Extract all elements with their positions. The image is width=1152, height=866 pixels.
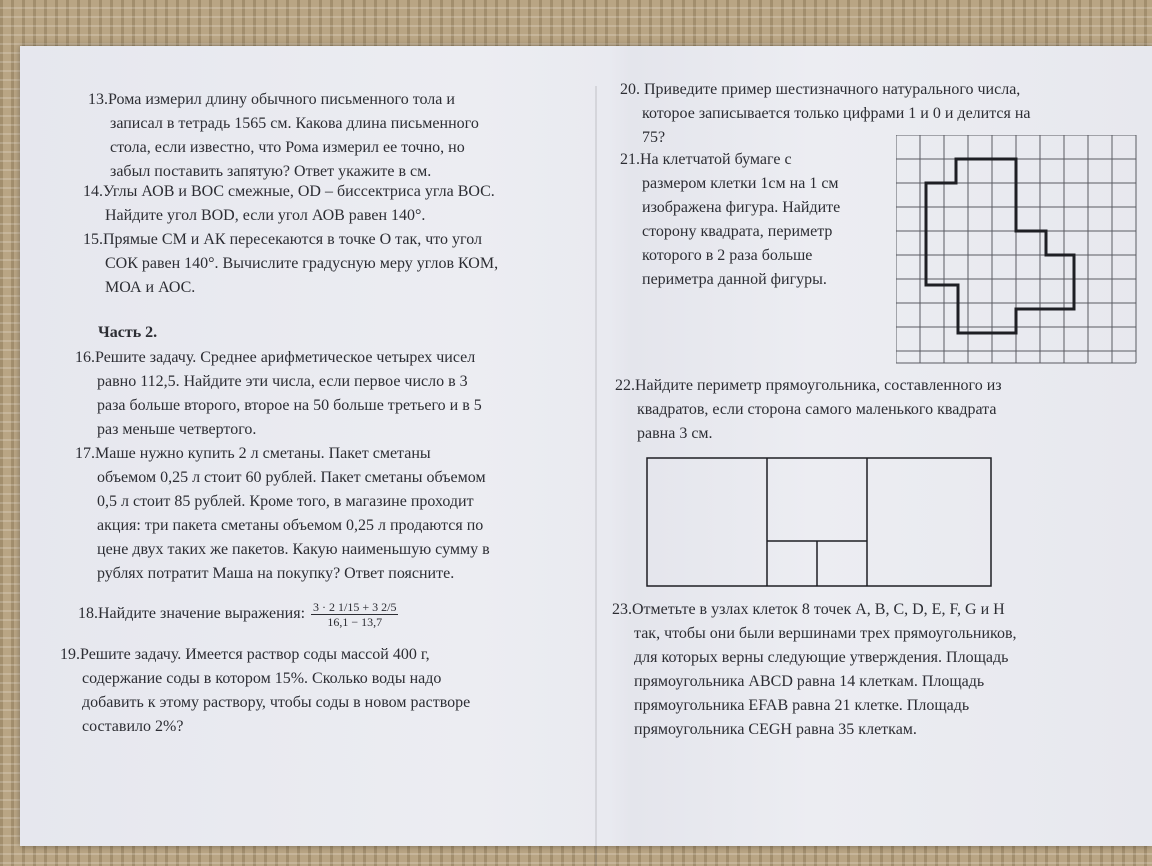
q17-line: цене двух таких же пакетов. Какую наименьшую сумму в [97,541,490,558]
fraction-denominator: 16,1 − 13,7 [327,615,383,629]
q21-line: размером клетки 1см на 1 см [642,175,839,192]
q14-line: 14.Углы АОВ и ВОС смежные, OD – биссектриса угла ВОС. [83,183,495,200]
q23-line: так, чтобы они были вершинами трех прямоугольников, [634,625,1017,642]
q21-line: 21.На клетчатой бумаге с [620,151,792,168]
q19-line: содержание соды в котором 15%. Сколько воды надо [82,670,442,687]
q16-line: равно 112,5. Найдите эти числа, если первое число в 3 [97,373,468,390]
q16-line: 16.Решите задачу. Среднее арифметическое четырех чисел [75,349,476,366]
q23-line: прямоугольника CEGH равна 35 клеткам. [634,721,917,738]
expression-fraction [311,600,398,629]
q23-line: прямоугольника EFAB равна 21 клетке. Площадь [634,697,970,714]
q20-line: 75? [642,129,666,146]
q15-line: 15.Прямые СМ и АК пересекаются в точке О так, что угол [83,231,482,248]
q23-line: прямоугольника ABCD равна 14 клеткам. Площадь [634,673,985,690]
q17-line: 0,5 л стоит 85 рублей. Кроме того, в магазине проходит [97,493,474,510]
squares-rectangle-figure [645,455,995,589]
q16-line: раз меньше четвертого. [97,421,257,438]
q23-line: 23.Отметьте в узлах клеток 8 точек A, B, C, D, E, F, G и H [612,601,1005,618]
question-13 [88,88,479,184]
q21-line: периметра данной фигуры. [642,271,827,288]
question-23 [612,598,1017,742]
question-21 [620,148,840,292]
question-19 [60,643,470,739]
outer-rectangle [647,458,991,586]
q22-line: равна 3 см. [637,425,713,442]
q15-line: МОА и АОС. [105,279,196,296]
q15-line: СОК равен 140°. Вычислите градусную меру углов КОМ, [105,255,499,272]
q22-line: квадратов, если сторона самого маленького квадрата [637,401,997,418]
q21-line: сторону квадрата, периметр [642,223,833,240]
grid-figure [896,135,1138,365]
q21-line: которого в 2 раза больше [642,247,813,264]
figure-outline [926,159,1074,333]
question-15 [83,228,498,300]
q23-line: для которых верны следующие утверждения. Площадь [634,649,1009,666]
fraction-numerator: 3 · 2 1/15 + 3 2/5 [313,600,397,614]
question-17 [75,442,490,586]
page-fold [595,86,597,866]
q19-line: 19.Решите задачу. Имеется раствор соды массой 400 г, [60,646,430,663]
q19-line: добавить к этому раствору, чтобы соды в новом растворе [82,694,471,711]
q13-line: записал в тетрадь 1565 см. Какова длина письменного [110,115,479,132]
q13-line: 13.Рома измерил длину обычного письменного тола и [88,91,455,108]
q17-line: рублях потратит Маша на покупку? Ответ поясните. [97,565,455,582]
q21-line: изображена фигура. Найдите [642,199,841,216]
question-14 [83,180,495,228]
q20-line: 20. Приведите пример шестизначного натурального числа, [620,81,1021,98]
q19-line: составило 2%? [82,718,184,735]
part-2-heading: Часть 2. [98,324,158,341]
question-22 [615,374,1002,446]
question-16 [75,346,482,442]
q20-line: которое записывается только цифрами 1 и 0 и делится на [642,105,1031,122]
q22-line: 22.Найдите периметр прямоугольника, составленного из [615,377,1002,394]
question-18 [78,600,398,629]
q16-line: раза больше второго, второе на 50 больше третьего и в 5 [97,397,482,414]
q17-line: 17.Маше нужно купить 2 л сметаны. Пакет сметаны [75,445,431,462]
q17-line: акция: три пакета сметаны объемом 0,25 л продаются по [97,517,484,534]
q18-text: 18.Найдите значение выражения: [78,605,306,623]
q13-line: забыл поставить запятую? Ответ укажите в см. [110,163,432,180]
q17-line: объемом 0,25 л стоит 60 рублей. Пакет сметаны объемом [97,469,486,486]
q13-line: стола, если известно, что Рома измерил ее точно, но [110,139,465,156]
q14-line: Найдите угол BOD, если угол АОВ равен 140°. [105,207,426,224]
